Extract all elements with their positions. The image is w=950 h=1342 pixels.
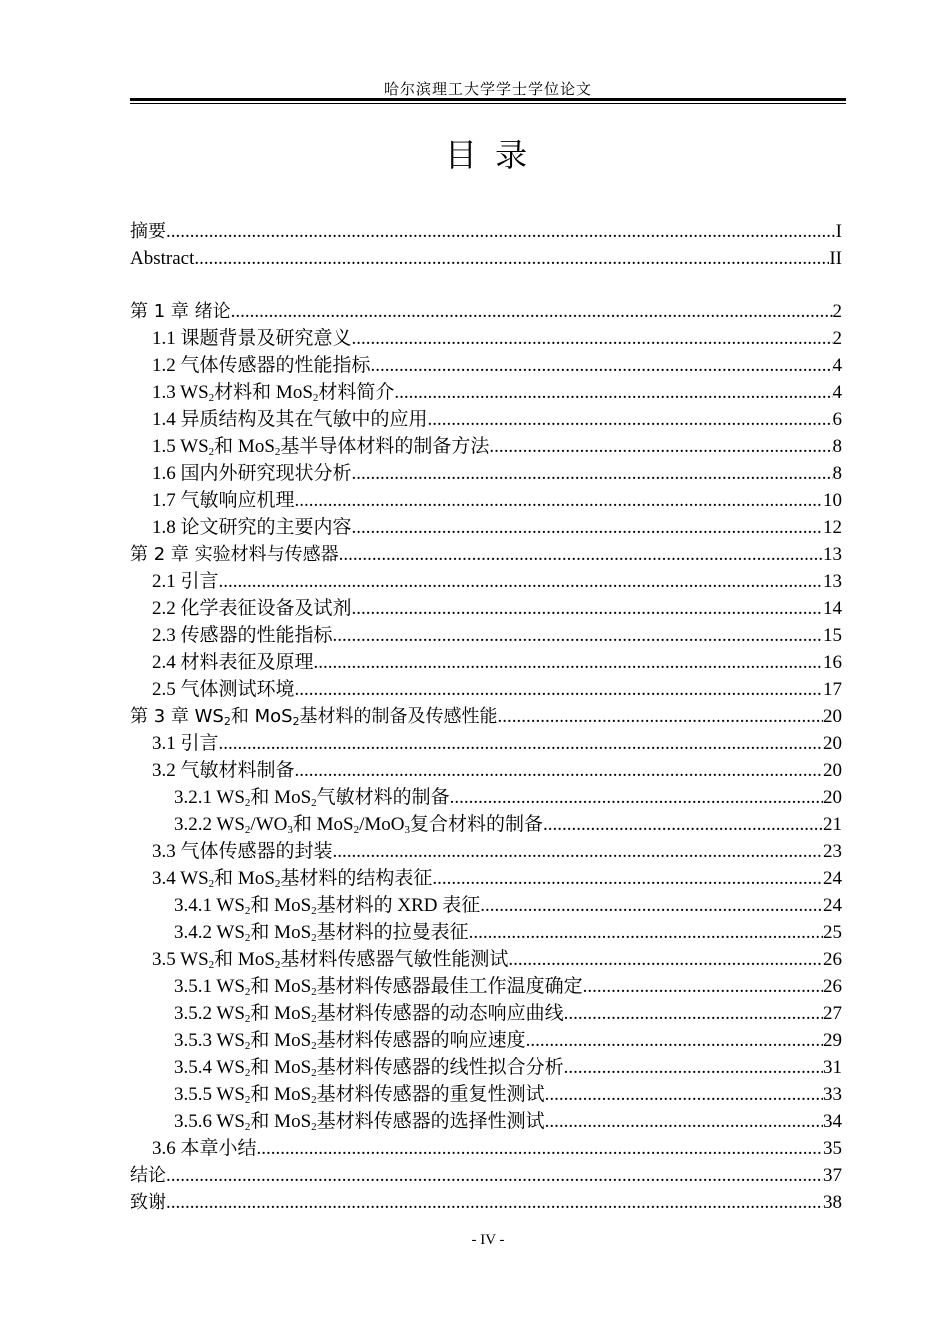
subscript: 2: [311, 1094, 317, 1106]
toc-entry-title: [174, 892, 480, 919]
title-segment: 3.2.1 WS: [174, 787, 245, 808]
title-segment: Abstract: [130, 248, 195, 269]
title-segment: 第 2 章 实验材料与传感器: [130, 544, 339, 565]
toc-entry-page: 4: [832, 382, 842, 403]
dot-leader: [166, 1162, 823, 1189]
title-segment: 3.1 引言: [152, 733, 219, 754]
toc-entry-page: 31: [823, 1057, 842, 1078]
title-segment: 基材料传感器的线性拟合分析: [316, 1057, 564, 1078]
toc-entry-title: [130, 541, 339, 568]
subscript: 2: [223, 715, 231, 728]
title-segment: 复合材料的制备: [409, 814, 543, 835]
title-segment: 1.4 异质结构及其在气敏中的应用: [152, 409, 428, 430]
toc-entry-title: [130, 245, 194, 272]
title-segment: 和 MoS: [250, 1003, 312, 1024]
title-segment: 第 1 章 绪论: [130, 301, 231, 322]
subscript: 2: [244, 1040, 251, 1052]
toc-entry-page: 13: [823, 571, 842, 592]
header-rule-thin: [130, 103, 846, 104]
toc-entry: [130, 460, 842, 487]
toc-entry-page: 26: [823, 949, 842, 970]
title-segment: 基材料的拉曼表征: [316, 922, 469, 943]
title-segment: 1.5 WS: [152, 436, 209, 457]
subscript: 2: [311, 1121, 317, 1133]
toc-entry: [130, 865, 842, 892]
toc-entry-page: 35: [823, 1138, 842, 1159]
toc-entry-page: 29: [823, 1030, 842, 1051]
title-segment: 材料简介: [318, 382, 395, 403]
title-segment: 基材料传感器气敏性能测试: [280, 949, 509, 970]
toc-entry-title: [152, 352, 371, 379]
toc-entry-title: [152, 730, 219, 757]
toc-entry: [130, 946, 842, 973]
toc-entry-page: 16: [823, 652, 842, 673]
dot-leader: [583, 973, 823, 1000]
toc-entry-page: 8: [832, 463, 842, 484]
toc-entry-page: 10: [823, 490, 842, 511]
title-segment: 和 MoS: [250, 1111, 312, 1132]
dot-leader: [231, 298, 833, 325]
toc-entry-title: [152, 325, 352, 352]
page-number: - IV -: [471, 1232, 505, 1248]
title-segment: 3.4 WS: [152, 868, 209, 889]
title-segment: 致谢: [130, 1192, 166, 1213]
subscript: 2: [312, 392, 319, 404]
title-segment: 和 MoS: [292, 814, 354, 835]
title-segment: 3.5.2 WS: [174, 1003, 245, 1024]
title-segment: 和 MoS: [250, 1084, 312, 1105]
toc-entry: [130, 784, 842, 811]
toc-entry-page: 38: [823, 1192, 842, 1213]
dot-leader: [450, 784, 823, 811]
dot-leader: [339, 541, 823, 568]
toc-entry-page: 17: [823, 679, 842, 700]
title-segment: /WO: [250, 814, 288, 835]
toc-entry: [130, 1027, 842, 1054]
title-segment: 和 MoS: [214, 949, 275, 970]
title-segment: 结论: [130, 1165, 166, 1186]
toc-entry-title: [174, 1108, 545, 1135]
toc-entry: [130, 298, 842, 325]
dot-leader: [219, 730, 823, 757]
toc-entry-title: [152, 487, 295, 514]
toc-entry-title: [152, 649, 314, 676]
page-header: 哈尔滨理工大学学士学位论文: [383, 82, 592, 98]
toc-entry: [130, 622, 842, 649]
toc-entry-title: [152, 946, 508, 973]
title-segment: 3.4.1 WS: [174, 895, 245, 916]
title-segment: 基材料传感器的响应速度: [316, 1030, 526, 1051]
subscript: 2: [208, 959, 215, 971]
title-segment: 3.5.3 WS: [174, 1030, 245, 1051]
toc-entry-page: 20: [823, 733, 842, 754]
title-segment: 第 3 章 WS: [130, 706, 224, 727]
toc-entry-page: 33: [823, 1084, 842, 1105]
dot-leader: [333, 622, 823, 649]
subscript: 2: [208, 878, 215, 890]
title-segment: 和 MoS: [230, 706, 293, 727]
dot-leader: [219, 568, 823, 595]
toc-title: 目 录: [444, 136, 532, 174]
dot-leader: [352, 460, 833, 487]
toc-entry-page: 34: [823, 1111, 842, 1132]
title-segment: 3.6 本章小结: [152, 1138, 257, 1159]
title-segment: 和 MoS: [250, 976, 312, 997]
toc-entry-title: [174, 973, 583, 1000]
toc-entry-title: [152, 568, 219, 595]
toc-entry-title: [152, 460, 352, 487]
subscript: 2: [311, 1040, 317, 1052]
title-segment: 和 MoS: [250, 922, 312, 943]
toc-entry: [130, 245, 842, 272]
title-segment: 2.3 传感器的性能指标: [152, 625, 333, 646]
dot-leader: [352, 325, 833, 352]
subscript: 2: [292, 715, 300, 728]
title-segment: 2.5 气体测试环境: [152, 679, 295, 700]
toc-entry: [130, 352, 842, 379]
title-segment: 基材料传感器的动态响应曲线: [316, 1003, 564, 1024]
title-segment: 和 MoS: [214, 436, 275, 457]
subscript: 2: [274, 878, 281, 890]
subscript: 2: [311, 932, 317, 944]
toc-entry-title: [130, 1189, 166, 1216]
toc-entry-page: 13: [823, 544, 842, 565]
dot-leader: [257, 1135, 823, 1162]
toc-entry-title: [174, 784, 450, 811]
toc-entry-page: I: [835, 221, 842, 242]
title-segment: 3.4.2 WS: [174, 922, 245, 943]
title-segment: 和 MoS: [250, 1030, 312, 1051]
dot-leader: [394, 379, 832, 406]
title-segment: 和 MoS: [214, 868, 275, 889]
toc-entry: [130, 811, 842, 838]
toc-entry: [130, 892, 842, 919]
dot-leader: [545, 1081, 823, 1108]
title-segment: 1.8 论文研究的主要内容: [152, 517, 352, 538]
toc-entry-page: 21: [823, 814, 842, 835]
title-segment: 3.3 气体传感器的封装: [152, 841, 333, 862]
title-segment: 3.5.5 WS: [174, 1084, 245, 1105]
toc-entry: [130, 1081, 842, 1108]
title-segment: 基材料的 XRD 表征: [316, 895, 481, 916]
subscript: 2: [208, 446, 215, 458]
toc-entry-page: 25: [823, 922, 842, 943]
toc-entry: [130, 1135, 842, 1162]
toc-entry-page: 20: [823, 787, 842, 808]
toc-entry-page: 26: [823, 976, 842, 997]
dot-leader: [295, 676, 823, 703]
toc-entry-page: 27: [823, 1003, 842, 1024]
subscript: 2: [311, 797, 317, 809]
title-segment: 3.5.1 WS: [174, 976, 245, 997]
subscript: 3: [404, 824, 410, 836]
title-segment: 摘要: [130, 221, 166, 242]
toc-entry-page: II: [829, 248, 842, 269]
dot-leader: [352, 514, 823, 541]
toc-entry-title: [152, 838, 333, 865]
dot-leader: [489, 433, 832, 460]
toc-entry: [130, 1162, 842, 1189]
toc-entry-title: [152, 595, 352, 622]
dot-leader: [508, 946, 823, 973]
toc-entry-title: [130, 218, 166, 245]
title-segment: 基材料传感器最佳工作温度确定: [316, 976, 583, 997]
toc-entry: [130, 568, 842, 595]
toc-entry-title: [130, 1162, 166, 1189]
toc-entry-title: [152, 676, 295, 703]
toc-entry: [130, 433, 842, 460]
subscript: 2: [311, 1013, 317, 1025]
dot-leader: [333, 838, 823, 865]
title-segment: 3.2 气敏材料制备: [152, 760, 295, 781]
subscript: 2: [274, 446, 281, 458]
title-segment: 3.2.2 WS: [174, 814, 245, 835]
dot-leader: [469, 919, 823, 946]
dot-leader: [564, 1000, 823, 1027]
dot-leader: [545, 1108, 823, 1135]
toc-entry: [130, 541, 842, 568]
subscript: 2: [311, 905, 317, 917]
subscript: 2: [244, 797, 251, 809]
title-segment: 1.2 气体传感器的性能指标: [152, 355, 371, 376]
title-segment: 2.1 引言: [152, 571, 219, 592]
toc-entry-title: [174, 811, 543, 838]
toc-entry-title: [152, 379, 394, 406]
title-segment: 和 MoS: [250, 787, 312, 808]
toc-entry: [130, 973, 842, 1000]
toc-entry-title: [152, 514, 352, 541]
toc-entry-page: 12: [823, 517, 842, 538]
toc-entry-page: 37: [823, 1165, 842, 1186]
toc-entry-title: [130, 298, 231, 325]
toc-entry-title: [152, 433, 489, 460]
dot-leader: [432, 865, 823, 892]
dot-leader: [166, 218, 836, 245]
title-segment: 2.4 材料表征及原理: [152, 652, 314, 673]
toc-entry: [130, 218, 842, 245]
toc-entry: [130, 676, 842, 703]
toc-entry-page: 14: [823, 598, 842, 619]
toc-entry-page: 24: [823, 868, 842, 889]
title-segment: 1.3 WS: [152, 382, 209, 403]
toc-entry: [130, 649, 842, 676]
toc-entry-page: 23: [823, 841, 842, 862]
dot-leader: [295, 757, 823, 784]
toc-entry-title: [152, 757, 295, 784]
subscript: 2: [244, 1013, 251, 1025]
toc-entry-title: [152, 865, 432, 892]
subscript: 2: [274, 959, 281, 971]
toc-entry-page: 2: [832, 328, 842, 349]
title-segment: 基材料传感器的重复性测试: [316, 1084, 545, 1105]
toc-entry: [130, 325, 842, 352]
toc-entry: [130, 838, 842, 865]
toc-entry-page: 6: [832, 409, 842, 430]
subscript: 2: [244, 1094, 251, 1106]
toc-entry-title: [174, 1000, 564, 1027]
dot-leader: [428, 406, 833, 433]
toc-entry: [130, 1108, 842, 1135]
toc-entry: [130, 703, 842, 730]
title-segment: 基材料传感器的选择性测试: [316, 1111, 545, 1132]
toc-entry: [130, 919, 842, 946]
title-segment: 1.6 国内外研究现状分析: [152, 463, 352, 484]
dot-leader: [526, 1027, 823, 1054]
subscript: 2: [244, 905, 251, 917]
title-segment: 基材料的结构表征: [280, 868, 433, 889]
title-segment: 2.2 化学表征设备及试剂: [152, 598, 352, 619]
title-segment: 和 MoS: [250, 895, 312, 916]
subscript: 2: [311, 986, 317, 998]
toc-entry-title: [174, 1054, 564, 1081]
toc-entry: [130, 1189, 842, 1216]
toc-entry-page: 24: [823, 895, 842, 916]
toc-entry-page: 8: [832, 436, 842, 457]
dot-leader: [564, 1054, 823, 1081]
toc-entry: [130, 514, 842, 541]
toc-entry: [130, 757, 842, 784]
title-segment: 3.5.4 WS: [174, 1057, 245, 1078]
subscript: 2: [244, 1121, 251, 1133]
toc-entry: [130, 595, 842, 622]
subscript: 2: [244, 824, 251, 836]
subscript: 2: [244, 932, 251, 944]
title-segment: 3.5 WS: [152, 949, 209, 970]
toc-entry-title: [174, 919, 469, 946]
subscript: 2: [244, 986, 251, 998]
toc-entry: [130, 379, 842, 406]
toc-entry-page: 2: [832, 301, 842, 322]
toc-entry-title: [152, 406, 428, 433]
toc-entry-page: 4: [832, 355, 842, 376]
toc-entry: [130, 1000, 842, 1027]
subscript: 2: [208, 392, 215, 404]
toc-entry-title: [174, 1027, 526, 1054]
toc-entry: [130, 487, 842, 514]
title-segment: /MoO: [359, 814, 405, 835]
table-of-contents: [130, 218, 842, 1216]
title-segment: 基半导体材料的制备方法: [280, 436, 490, 457]
title-segment: 和 MoS: [250, 1057, 312, 1078]
toc-entry-page: 20: [823, 760, 842, 781]
toc-entry-title: [152, 622, 333, 649]
title-segment: 基材料的制备及传感性能: [299, 706, 498, 727]
subscript: 2: [311, 1067, 317, 1079]
subscript: 2: [244, 1067, 251, 1079]
title-segment: 材料和 MoS: [214, 382, 313, 403]
title-segment: 1.1 课题背景及研究意义: [152, 328, 352, 349]
toc-entry: [130, 406, 842, 433]
toc-entry: [130, 1054, 842, 1081]
toc-entry-title: [130, 703, 498, 730]
dot-leader: [480, 892, 823, 919]
dot-leader: [295, 487, 823, 514]
dot-leader: [498, 703, 823, 730]
dot-leader: [314, 649, 823, 676]
toc-entry-title: [174, 1081, 545, 1108]
dot-leader: [166, 1189, 823, 1216]
toc-entry: [130, 730, 842, 757]
title-segment: 3.5.6 WS: [174, 1111, 245, 1132]
toc-entry-page: 15: [823, 625, 842, 646]
title-segment: 1.7 气敏响应机理: [152, 490, 295, 511]
dot-leader: [371, 352, 833, 379]
header-rule-thick: [130, 98, 846, 101]
title-segment: 气敏材料的制备: [316, 787, 450, 808]
dot-leader: [352, 595, 823, 622]
subscript: 3: [287, 824, 293, 836]
toc-entry-title: [152, 1135, 257, 1162]
subscript: 2: [353, 824, 360, 836]
dot-leader: [543, 811, 823, 838]
dot-leader: [194, 245, 829, 272]
toc-entry-page: 20: [823, 706, 842, 727]
